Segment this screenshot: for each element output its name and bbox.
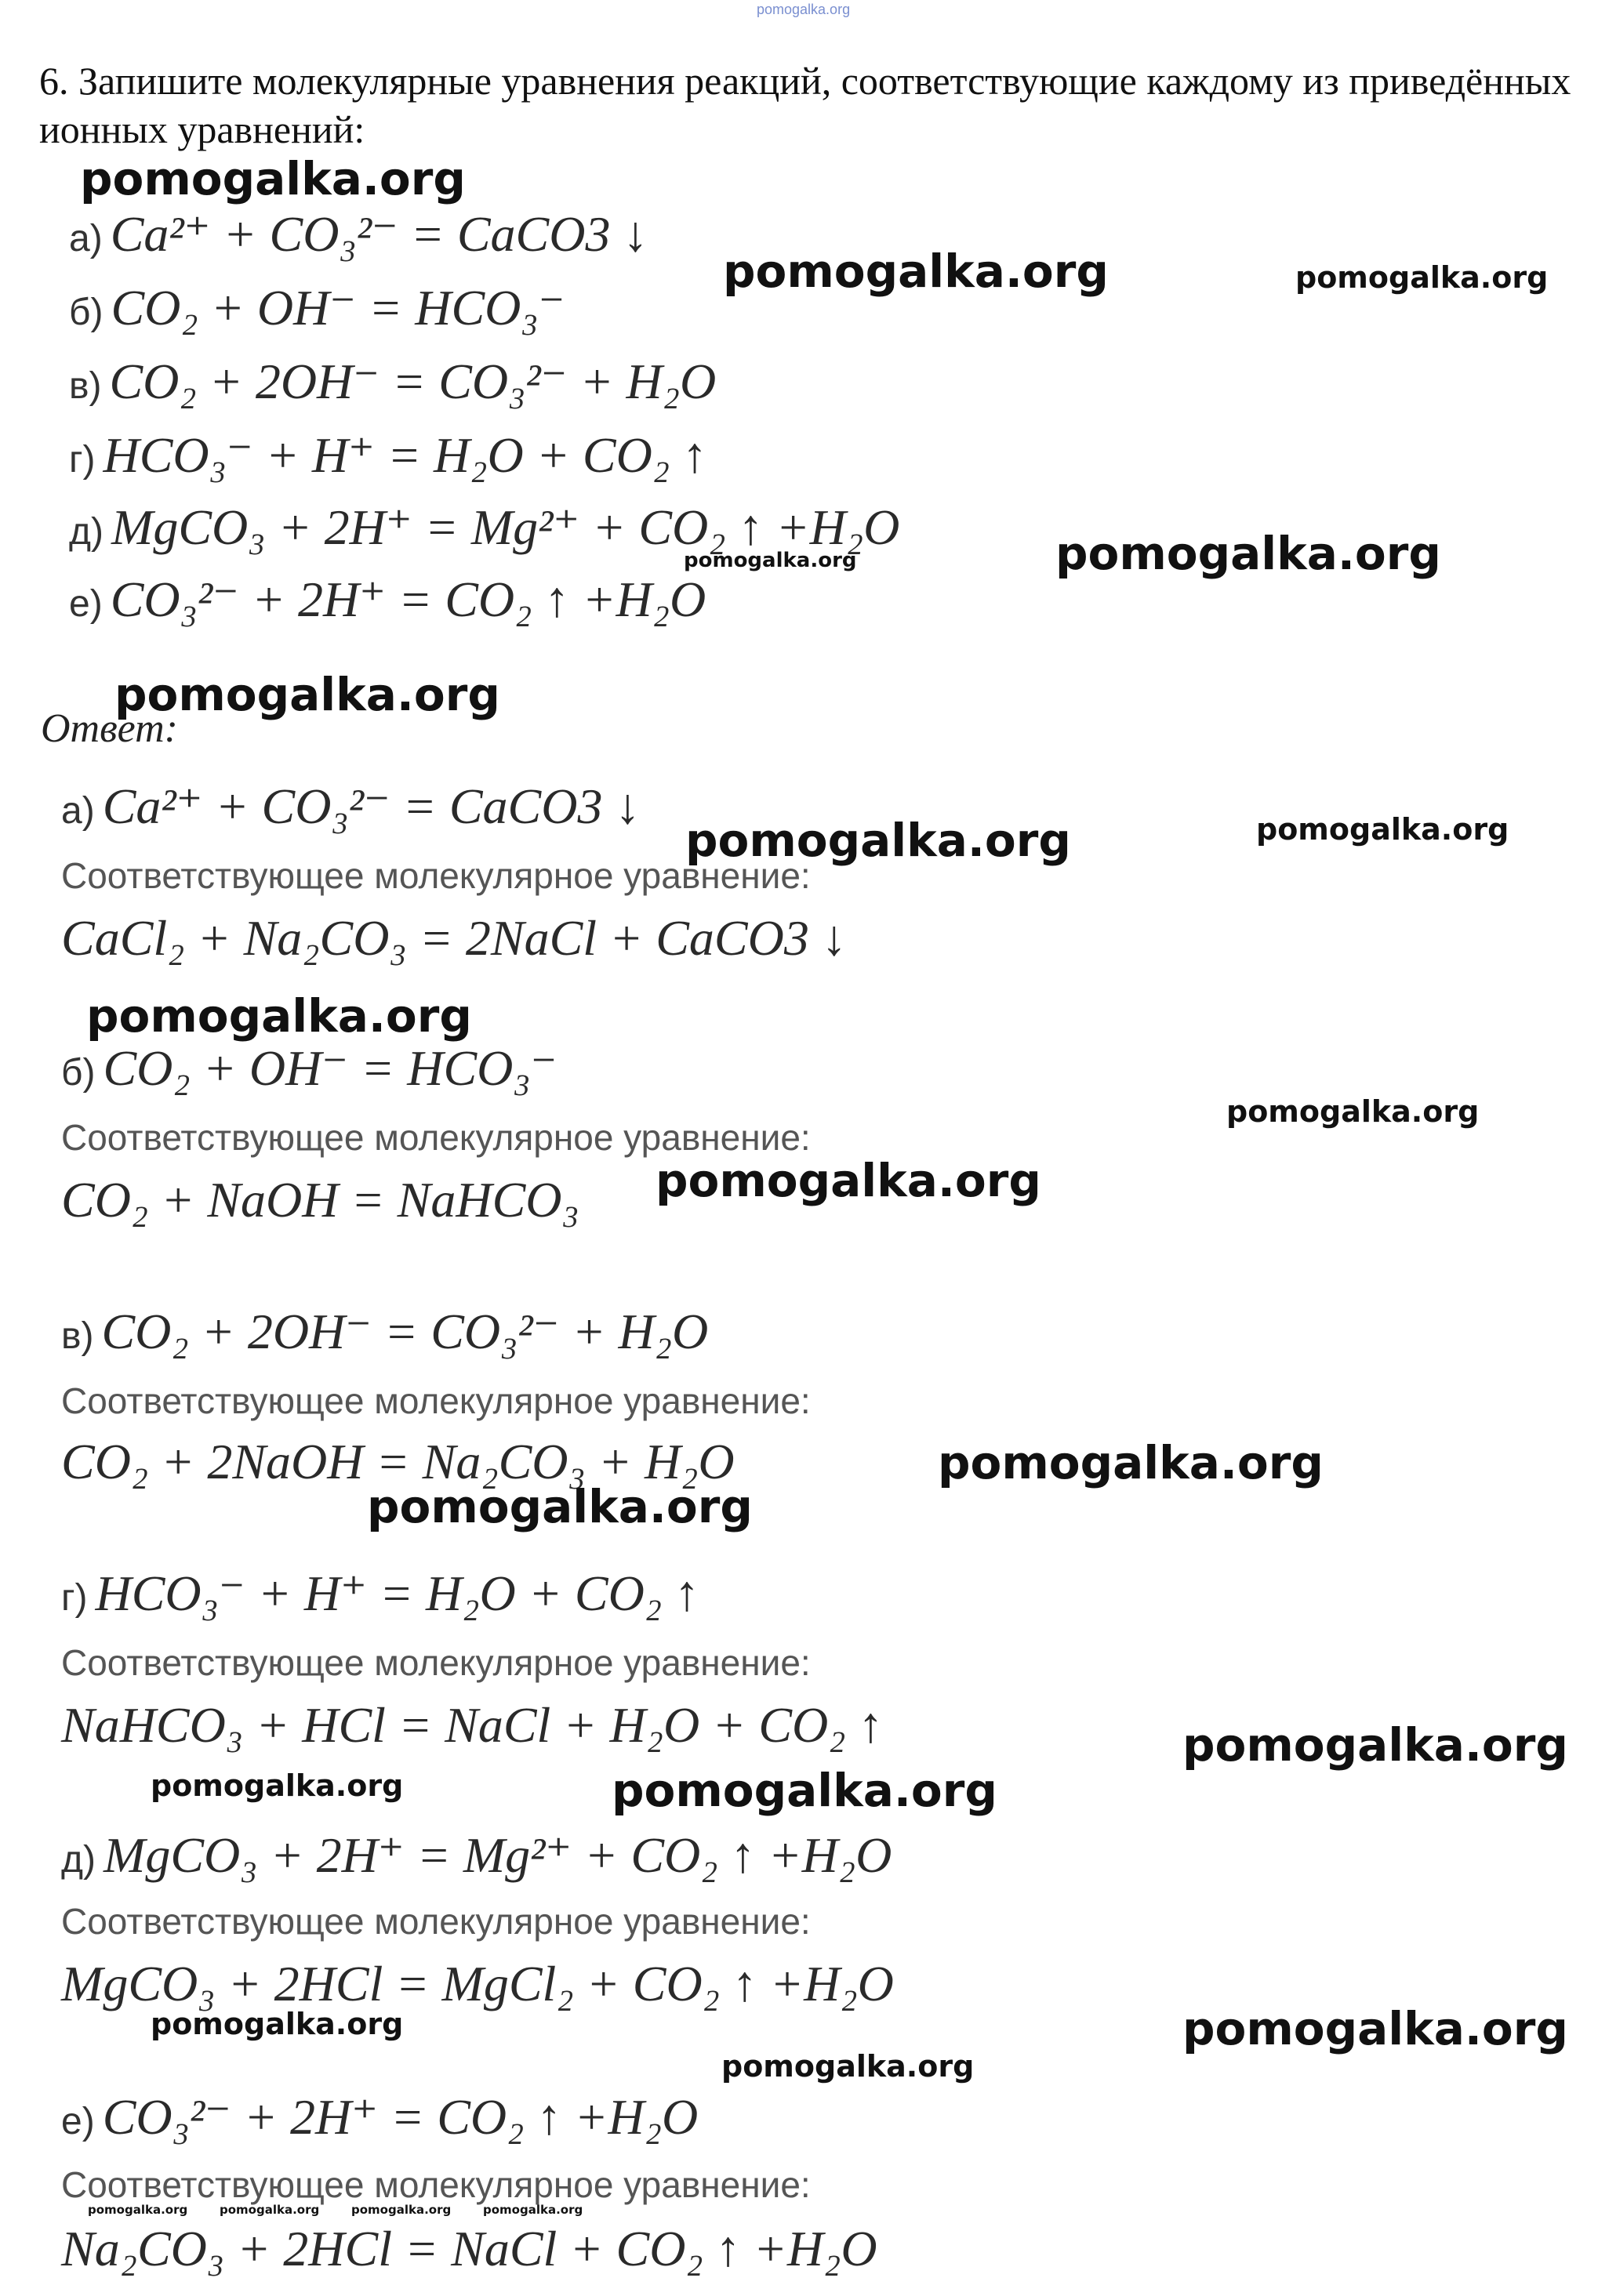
ionic-equation-text: MgCO₃ + 2H⁺ = Mg²⁺ + CO₂ ↑ +H₂O	[111, 499, 900, 555]
watermark: pomogalka.org	[685, 814, 1071, 867]
question-equation-g: г) HCO₃⁻ + H⁺ = H₂O + CO₂ ↑	[69, 427, 708, 483]
ionic-equation-text: HCO₃⁻ + H⁺ = H₂O + CO₂ ↑	[103, 427, 708, 483]
ionic-equation-text: CO₂ + 2OH⁻ = CO₃²⁻ + H₂O	[109, 354, 717, 409]
watermark: pomogalka.org	[114, 668, 500, 721]
watermark: pomogalka.org	[151, 1768, 404, 1803]
ionic-equation-text: Ca²⁺ + CO₃²⁻ = CaCO3 ↓	[110, 206, 648, 262]
watermark: pomogalka.org	[612, 1764, 997, 1817]
answer-molecular-v: CO₂ + 2NaOH = Na₂CO₃ + H₂O	[61, 1434, 735, 1489]
watermark: pomogalka.org	[86, 989, 472, 1043]
answer-ionic-b: б) CO₂ + OH⁻ = HCO₃⁻	[61, 1040, 557, 1096]
answer-molecular-g: NaHCO₃ + HCl = NaCl + H₂O + CO₂ ↑	[61, 1697, 884, 1753]
watermark: pomogalka.org	[367, 1480, 753, 1533]
answer-molecular-a: CaCl₂ + Na₂CO₃ = 2NaCl + CaCO3 ↓	[61, 910, 847, 966]
watermark: pomogalka.org	[483, 2203, 583, 2217]
answer-caption-e: Соответствующее молекулярное уравнение:	[61, 2164, 811, 2205]
answer-ionic-d: д) MgCO₃ + 2H⁺ = Mg²⁺ + CO₂ ↑ +H₂O	[61, 1827, 892, 1883]
question-equation-b: б) CO₂ + OH⁻ = HCO₃⁻	[69, 280, 565, 336]
ionic-equation-text: CO₂ + OH⁻ = HCO₃⁻	[111, 280, 565, 336]
answer-caption-a: Соответствующее молекулярное уравнение:	[61, 855, 811, 896]
answer-molecular-e: Na₂CO₃ + 2HCl = NaCl + CO₂ ↑ +H₂O	[61, 2221, 877, 2276]
site-mark: pomogalka.org	[757, 2, 851, 17]
watermark: pomogalka.org	[1055, 527, 1441, 580]
watermark: pomogalka.org	[1256, 812, 1509, 847]
ionic-equation-text: CO₃²⁻ + 2H⁺ = CO₂ ↑ +H₂O	[110, 571, 706, 627]
watermark: pomogalka.org	[1226, 1094, 1480, 1129]
watermark: pomogalka.org	[721, 2049, 975, 2084]
watermark: pomogalka.org	[220, 2203, 320, 2217]
answer-caption-d: Соответствующее молекулярное уравнение:	[61, 1901, 811, 1942]
answer-ionic-e: е) CO₃²⁻ + 2H⁺ = CO₂ ↑ +H₂O	[61, 2089, 699, 2145]
watermark: pomogalka.org	[88, 2203, 188, 2217]
answer-label: Ответ:	[41, 706, 178, 751]
watermark: pomogalka.org	[351, 2203, 452, 2217]
watermark: pomogalka.org	[1295, 260, 1549, 295]
answer-molecular-b: CO₂ + NaOH = NaHCO₃	[61, 1172, 579, 1228]
question-equation-e: е) CO₃²⁻ + 2H⁺ = CO₂ ↑ +H₂O	[69, 571, 706, 627]
watermark: pomogalka.org	[684, 549, 857, 572]
watermark: pomogalka.org	[1182, 2002, 1568, 2055]
watermark: pomogalka.org	[1182, 1718, 1568, 1772]
answer-caption-v: Соответствующее молекулярное уравнение:	[61, 1380, 811, 1421]
watermark: pomogalka.org	[656, 1154, 1041, 1207]
question-text: 6. Запишите молекулярные уравнения реакций, соответствующие каждому из приведённых ионных уравнений:	[39, 59, 1571, 151]
answer-caption-b: Соответствующее молекулярное уравнение:	[61, 1117, 811, 1158]
question-equation-a: а) Ca²⁺ + CO₃²⁻ = CaCO3 ↓	[69, 206, 648, 262]
watermark: pomogalka.org	[80, 152, 466, 205]
watermark: pomogalka.org	[151, 2007, 404, 2041]
answer-ionic-g: г) HCO₃⁻ + H⁺ = H₂O + CO₂ ↑	[61, 1565, 700, 1621]
answer-ionic-a: а) Ca²⁺ + CO₃²⁻ = CaCO3 ↓	[61, 778, 641, 834]
answer-caption-g: Соответствующее молекулярное уравнение:	[61, 1642, 811, 1683]
answer-molecular-d: MgCO₃ + 2HCl = MgCl₂ + CO₂ ↑ +H₂O	[61, 1956, 894, 2011]
watermark: pomogalka.org	[723, 245, 1109, 298]
question-equation-v: в) CO₂ + 2OH⁻ = CO₃²⁻ + H₂O	[69, 354, 717, 409]
question-equation-d: д) MgCO₃ + 2H⁺ = Mg²⁺ + CO₂ ↑ +H₂O	[69, 499, 900, 555]
answer-ionic-v: в) CO₂ + 2OH⁻ = CO₃²⁻ + H₂O	[61, 1304, 709, 1359]
watermark: pomogalka.org	[938, 1436, 1324, 1489]
